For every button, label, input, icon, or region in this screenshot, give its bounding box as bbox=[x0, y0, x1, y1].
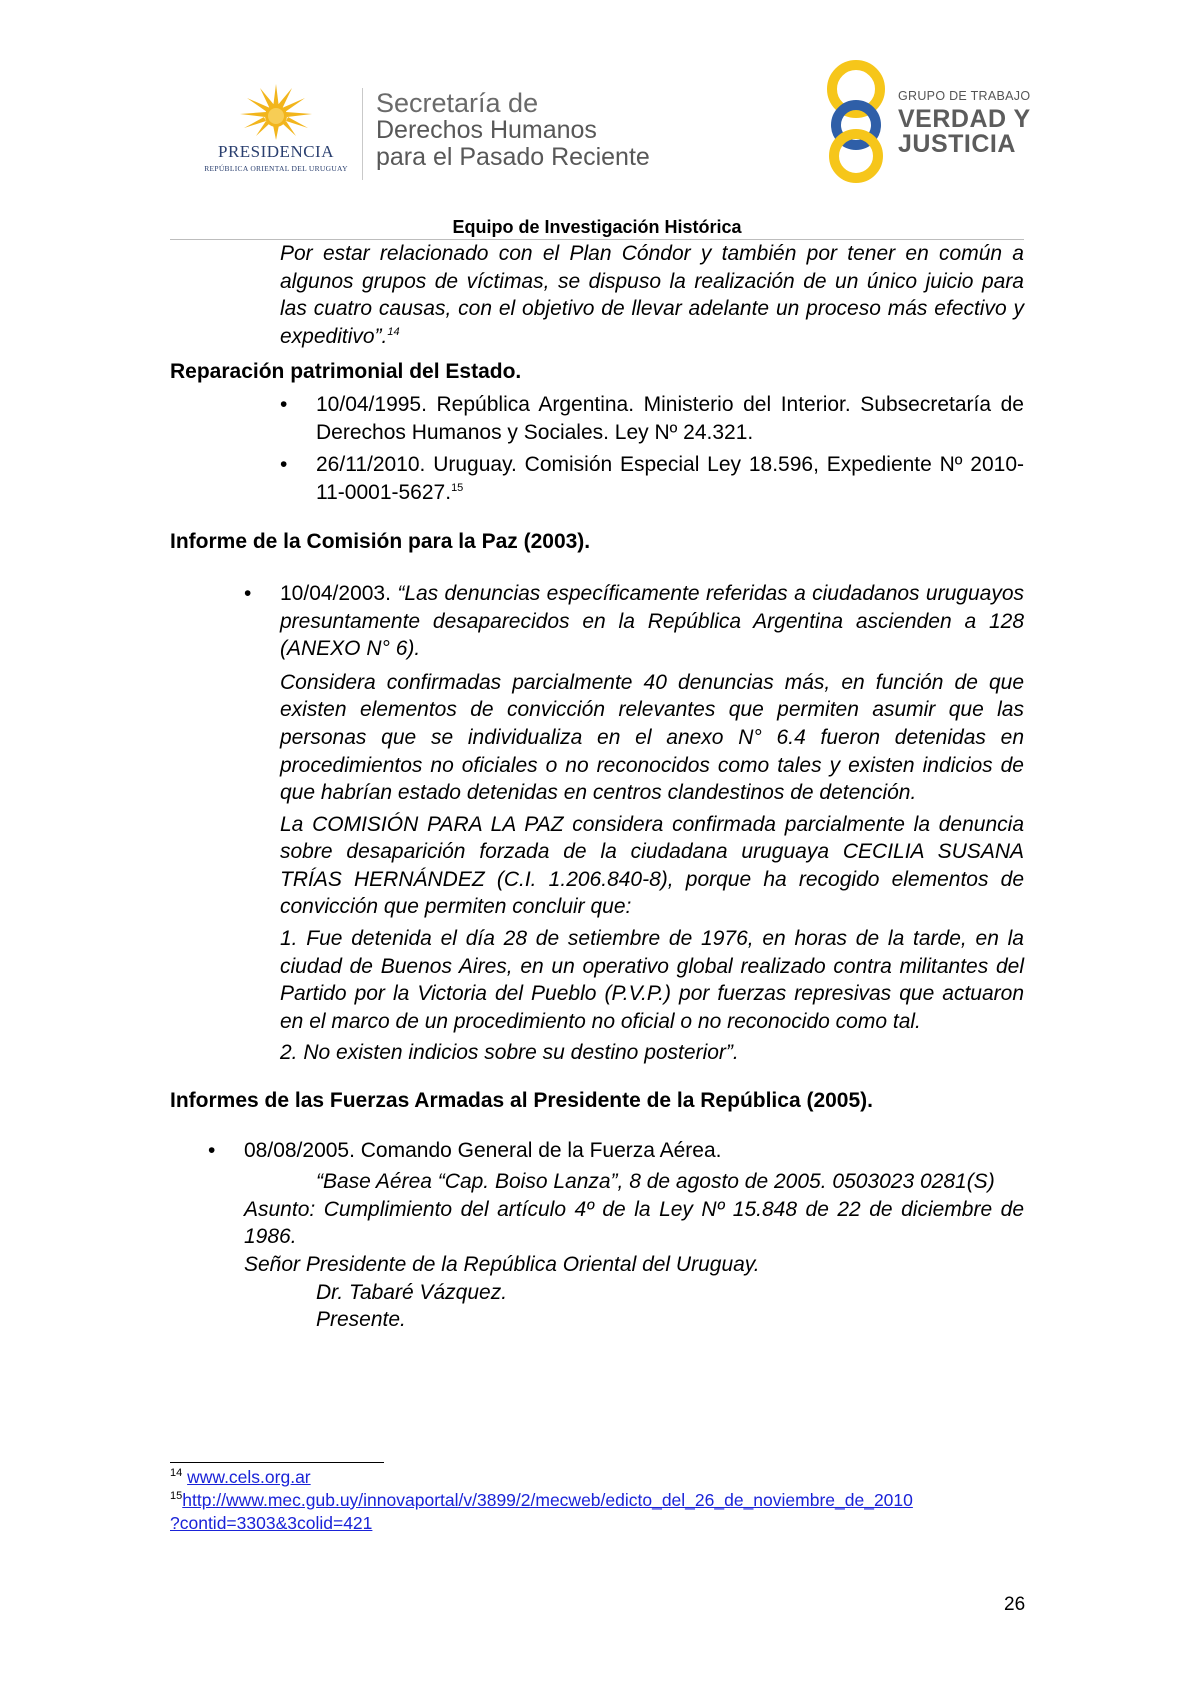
footnote-rule bbox=[170, 1462, 384, 1463]
bullet-icon: • bbox=[280, 392, 288, 416]
footnotes bbox=[170, 1466, 1024, 1535]
page-number: 26 bbox=[1004, 1594, 1026, 1615]
logo-divider bbox=[362, 88, 363, 180]
sun-icon bbox=[238, 78, 314, 140]
comision-para-2: La COMISIÓN PARA LA PAZ considera confirmada parcialmente la denuncia sobre desaparición forzada de la ciudadana uruguaya CECILIA SUSANA TRÍAS HERNÁNDEZ (C.I. 1.206.840-8), porque ha recogido elementos de convicción que permiten concluir que: bbox=[280, 812, 1024, 919]
secretaria-logo-text bbox=[376, 90, 650, 171]
grupo-line3: JUSTICIA bbox=[898, 130, 1016, 158]
comision-para-3: 1. Fue detenida el día 28 de setiembre de 1976, en horas de la tarde, en la ciudad de Buenos Aires, en un operativo global realizado contra militantes del Partido por la Victoria del Pueblo (P.V.P.) por fuerzas represivas que actuaron en el marco de un procedimiento no oficial o no reconocido como tal. bbox=[280, 927, 1024, 1033]
footnote-link-cels[interactable]: www.cels.org.ar bbox=[187, 1467, 311, 1487]
rings-icon bbox=[820, 55, 900, 185]
secretaria-line2: Derechos Humanos bbox=[376, 116, 597, 144]
bullet-icon: • bbox=[280, 453, 288, 477]
ffaa-senor: Señor Presidente de la República Oriental del Uruguay. bbox=[244, 1253, 760, 1276]
ffaa-presente: Presente. bbox=[316, 1308, 406, 1332]
presidencia-logo bbox=[196, 78, 356, 178]
reparacion-item-2: 26/11/2010. Uruguay. Comisión Especial Ley 18.596, Expediente Nº 2010-11-0001-5627.15 bbox=[316, 453, 1024, 504]
page-header bbox=[0, 0, 1190, 215]
ffaa-base: “Base Aérea “Cap. Boiso Lanza”, 8 de agosto de 2005. 0503023 0281(S) bbox=[316, 1170, 995, 1194]
bullet-icon: • bbox=[208, 1138, 216, 1162]
comision-para-1: Considera confirmadas parcialmente 40 denuncias más, en función de que existen elementos de convicción relevantes que permiten asumir que las personas que se individualiza en el anexo N° 6.4 fueron detenidas en procedimientos no oficiales o no reconocidos como tales y existen indicios de que habrían estado detenidas en centros clandestinos de detención. bbox=[280, 670, 1024, 805]
ffaa-dr: Dr. Tabaré Vázquez. bbox=[316, 1280, 508, 1304]
document-body bbox=[170, 240, 1024, 1334]
footnote-number: 15 bbox=[170, 1490, 183, 1503]
footnote-14 bbox=[170, 1466, 1024, 1489]
footnote-number: 14 bbox=[170, 1467, 183, 1480]
list-item bbox=[244, 580, 1024, 663]
list-item bbox=[280, 391, 1024, 446]
footnote-ref-14: 14 bbox=[387, 325, 400, 338]
reparacion-item-1: 10/04/1995. República Argentina. Ministerio del Interior. Subsecretaría de Derechos Humanos y Sociales. Ley Nº 24.321. bbox=[316, 392, 1024, 444]
verdad-justicia-logo bbox=[820, 55, 1050, 185]
quote-intro: Por estar relacionado con el Plan Cóndor y también por tener en común a algunos grupos de víctimas, se dispuso la realización de un único juicio para las cuatro causas, con el objetivo de llevar adelante un proceso más efectivo y expeditivo”.$^{14}$ bbox=[280, 242, 1024, 348]
list-item bbox=[280, 451, 1024, 506]
footnote-15 bbox=[170, 1489, 1024, 1535]
ffaa-bullet: 08/08/2005. Comando General de la Fuerza Aérea. bbox=[244, 1138, 722, 1162]
grupo-line1: GRUPO DE TRABAJO bbox=[898, 89, 1031, 103]
list-item bbox=[208, 1137, 1024, 1165]
ffaa-asunto: Asunto: Cumplimiento del artículo 4º de la Ley Nº 15.848 de 22 de diciembre de 1986. bbox=[244, 1197, 1024, 1249]
footnote-link-mec[interactable]: http://www.mec.gub.uy/innovaportal/v/3899/2/mecweb/edicto_del_26_de_noviembre_de_2010 ?contid=3303&3colid=421 bbox=[170, 1490, 913, 1533]
bullet-icon: • bbox=[244, 581, 252, 605]
secretaria-line1: Secretaría de bbox=[376, 88, 539, 118]
heading-comision: Informe de la Comisión para la Paz (2003). bbox=[170, 530, 591, 554]
heading-ffaa: Informes de las Fuerzas Armadas al Presidente de la República (2005). bbox=[170, 1089, 873, 1113]
comision-date: 10/04/2003. bbox=[280, 581, 391, 605]
heading-reparacion: Reparación patrimonial del Estado. bbox=[170, 360, 522, 384]
presidencia-wordmark: PRESIDENCIA bbox=[217, 142, 334, 161]
presidencia-subtitle: REPÚBLICA ORIENTAL DEL URUGUAY bbox=[204, 164, 348, 173]
comision-bullet bbox=[280, 580, 1024, 663]
footnote-ref-15: 15 bbox=[451, 481, 464, 494]
comision-quote: “Las denuncias específicamente referidas a ciudadanos uruguayos presuntamente desaparecidos en la República Argentina ascienden a 128 (ANEXO N° 6). bbox=[280, 581, 1024, 661]
secretaria-line3: para el Pasado Reciente bbox=[376, 143, 650, 171]
team-title: Equipo de Investigación Histórica bbox=[452, 217, 742, 237]
comision-para-4: 2. No existen indicios sobre su destino posterior”. bbox=[280, 1041, 739, 1065]
grupo-line2: VERDAD Y bbox=[898, 105, 1031, 133]
